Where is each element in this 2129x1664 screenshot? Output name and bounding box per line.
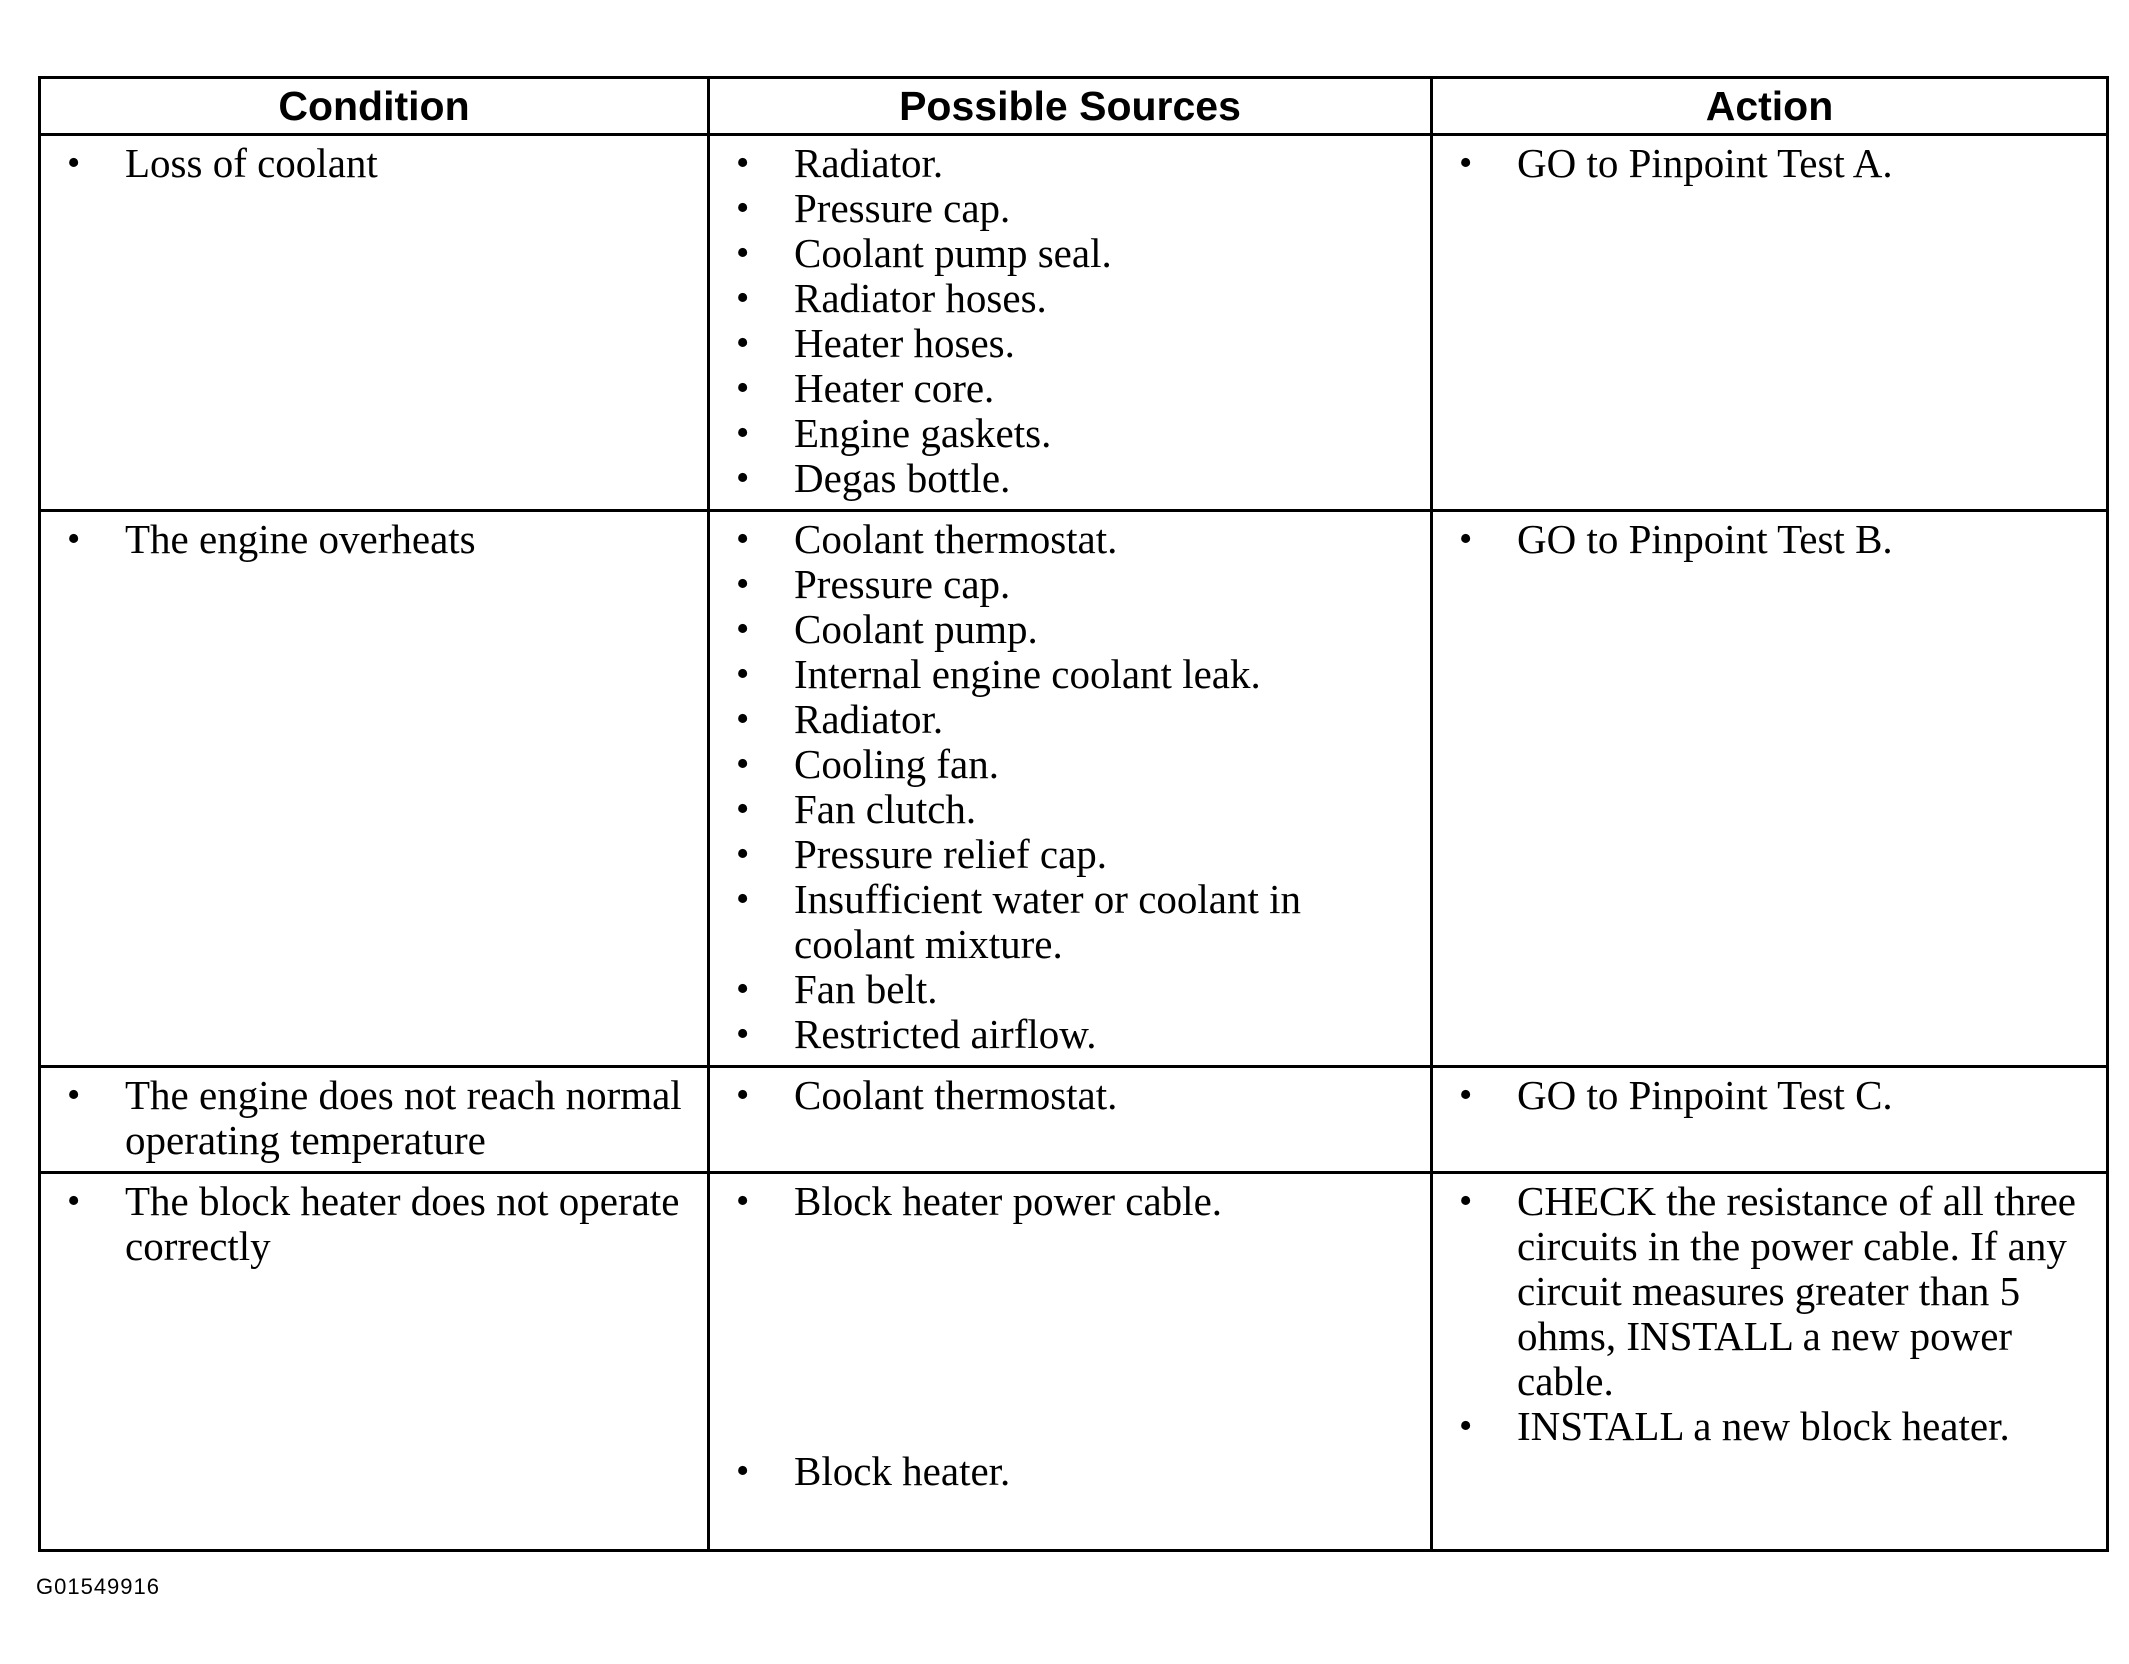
action-cell <box>1432 135 2108 511</box>
source-item: • Block heater. <box>728 1449 1416 1494</box>
source-item: • Internal engine coolant leak. <box>728 652 1416 697</box>
action-item: • GO to Pinpoint Test B. <box>1451 517 2092 562</box>
action-cell <box>1432 1067 2108 1173</box>
source-item: • Restricted airflow. <box>728 1012 1416 1057</box>
table-row <box>40 1067 2108 1173</box>
condition-item: • The block heater does not operate correctly <box>59 1179 693 1269</box>
source-item: • Pressure cap. <box>728 186 1416 231</box>
diagnosis-table <box>38 76 2109 1552</box>
source-item: • Coolant pump seal. <box>728 231 1416 276</box>
condition-item: • The engine overheats <box>59 517 693 562</box>
action-item: • INSTALL a new block heater. <box>1451 1404 2092 1449</box>
action-item: • GO to Pinpoint Test A. <box>1451 141 2092 186</box>
header-action: Action <box>1432 78 2108 135</box>
condition-cell <box>40 135 709 511</box>
condition-item: • Loss of coolant <box>59 141 693 186</box>
source-item: • Fan belt. <box>728 967 1416 1012</box>
table-row <box>40 511 2108 1067</box>
source-item: • Radiator. <box>728 141 1416 186</box>
action-cell <box>1432 511 2108 1067</box>
table-row <box>40 135 2108 511</box>
source-item: • Cooling fan. <box>728 742 1416 787</box>
header-possible-sources: Possible Sources <box>709 78 1432 135</box>
source-item: • Engine gaskets. <box>728 411 1416 456</box>
action-cell <box>1432 1173 2108 1551</box>
sources-cell <box>709 1067 1432 1173</box>
source-item: • Insufficient water or coolant in coolant mixture. <box>728 877 1416 967</box>
source-item: • Radiator. <box>728 697 1416 742</box>
sources-cell <box>709 1173 1432 1551</box>
action-item: • GO to Pinpoint Test C. <box>1451 1073 2092 1118</box>
source-item: • Heater hoses. <box>728 321 1416 366</box>
source-item: • Degas bottle. <box>728 456 1416 501</box>
header-condition: Condition <box>40 78 709 135</box>
source-item: • Coolant pump. <box>728 607 1416 652</box>
source-item: • Block heater power cable. <box>728 1179 1416 1224</box>
action-item: • CHECK the resistance of all three circuits in the power cable. If any circuit measures greater than 5 ohms, INSTALL a new power cable. <box>1451 1179 2092 1404</box>
condition-cell <box>40 1067 709 1173</box>
header-row <box>40 78 2108 135</box>
source-item: • Coolant thermostat. <box>728 1073 1416 1118</box>
figure-id: G01549916 <box>36 1574 160 1599</box>
condition-cell <box>40 511 709 1067</box>
table-row <box>40 1173 2108 1551</box>
sources-cell <box>709 511 1432 1067</box>
source-item: • Coolant thermostat. <box>728 517 1416 562</box>
condition-cell <box>40 1173 709 1551</box>
condition-item: • The engine does not reach normal operating temperature <box>59 1073 693 1163</box>
source-item: • Pressure relief cap. <box>728 832 1416 877</box>
source-item: • Fan clutch. <box>728 787 1416 832</box>
source-item: • Heater core. <box>728 366 1416 411</box>
source-item: • Radiator hoses. <box>728 276 1416 321</box>
sources-cell <box>709 135 1432 511</box>
source-item: • Pressure cap. <box>728 562 1416 607</box>
